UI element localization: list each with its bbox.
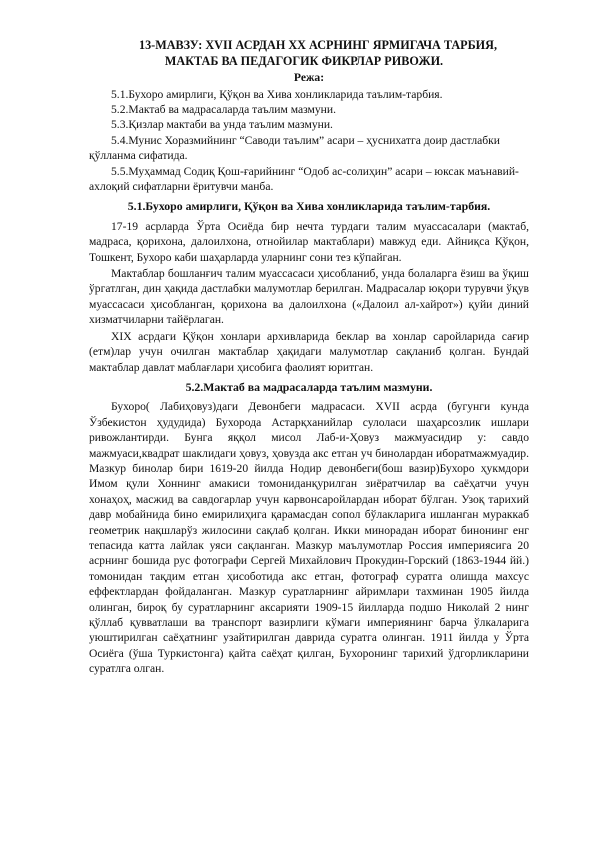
paragraph: Мактаблар бошланғич талим муассасаси ҳисобланиб, унда болаларга ёзиш ва ўқиш ўргатлган, дин ҳақида дастлабки малумотлар берилган. Мадрасалар юқори турувчи ўқув муассасаси ҳисобланган, қорихона ва далоилхона («Далоил ал-хайрот») қуйи диний хизматчиларни тайёрлаган. (89, 267, 529, 327)
plan-list (89, 87, 529, 195)
paragraph: Бухоро( Лабиҳовуз)даги Девонбеги мадрасаси. XVII асрда (бугунги кунда Ўзбекистон ҳудудида) Бухорода Астарқханийлар сулоласи шаҳарсозлик ишлари ривожлантирди. Бунга яққол мисол Лаб-и-Ҳовуз мажмуасидир у: савдо мажмуаси,квадрат шаклидаги ҳовуз, ҳовузда акс етган уч бинолардан иборатмажмуадир. Мазкур бинолар бири 1619-20 йилда Нодир девонбеги(бош вазир)Бухоро ҳукмдори Имом қули Хоннинг амакиси томониданқурилган зиёратчилар ва саёҳатчи учун хонаҳоҳ, масжид ва савдогарлар учун карвонсаройлардан иборат бўлган. Узоқ тарихий давр мобайнида бино емирилиҳига қарамасдан сопол бўлакларига ишланган мураккаб геометрик нақшларўз жилосини сақлаб қолган. Икки минорадан иборат бинонинг енг тепасида катта лайлак уяси сақланган. Мазкур маълумотлар Россия империясига 20 асрнинг бошида рус фотографи Сергей Михайлович Прокудин-Горский (1863-1944 йй.) томонидан тақдим етган ҳисоботида акс етган, фотограф суратга олишда махсус еффектлардан фойдаланган. Мазкур суратларнинг айримлари тахминан 1905 йилда олинган, бироқ бу суратларнинг аксарияти 1909-15 йилларда подшо Николай 2 нинг қўллаб қувватлаши ва транспорт вазирлиги кўмаги империянинг барча ўлкаларига уюштирилган саёҳатнинг узайтирилган даврида суратга олинган. 1911 йилда у Ўрта Осиёга (ўша Туркистонга) қайта саёҳат қилган, Бухоронинг тарихий ўдгорликларини суратлга олган. (89, 400, 529, 676)
document-title (107, 38, 529, 69)
plan-item: 5.4.Мунис Хоразмийнинг “Саводи таълим” асари – ҳуснихатга доир дастлабки қўлланма сифатида. (89, 133, 500, 163)
plan-item: 5.3.Қизлар мактаби ва унда таълим мазмуни. (111, 118, 333, 132)
paragraph: 17-19 асрларда Ўрта Осиёда бир нечта турдаги талим муассасалари (мактаб, мадраса, қорихона, далоилхона, отнойилар мактаблари) мавжуд еди. Айниқса Қўқон, Тошкент, Бухоро каби шаҳарларда уларнинг сони тез кўпайган. (89, 219, 529, 264)
title-line-2: МАКТАБ ВА ПЕДАГОГИК ФИКРЛАР РИВОЖИ. (164, 53, 444, 68)
plan-item: 5.5.Муҳаммад Содиқ Қош-ғарийнинг “Одоб ас-солиҳин” асари – юксак маънавий-ахлоқий сифатларни ёритувчи манба. (89, 164, 519, 194)
plan-heading: Режа: (293, 71, 325, 85)
title-line-1: 13-МАВЗУ: XVII АСРДАН XX АСРНИНГ ЯРМИГАЧА ТАРБИЯ, (138, 38, 498, 52)
plan-item: 5.1.Бухоро амирлиги, Қўқон ва Хива хонликларида таълим-тарбия. (111, 87, 443, 101)
paragraph: XIX асрдаги Қўқон хонлари архивларида беклар ва хонлар саройларида сағир (етм)лар учун очилган мактаблар ҳақидаги малумотлар сақланиб қолган. Бундай мактаблар давлат маблағлари ҳисобига фаолият юритган. (89, 329, 529, 374)
document-body (89, 38, 529, 678)
plan-item: 5.2.Мактаб ва мадрасаларда таълим мазмуни. (111, 103, 336, 116)
section-heading: 5.2.Мактаб ва мадрасаларда таълим мазмуни. (185, 379, 433, 394)
section-heading: 5.1.Бухоро амирлиги, Қўқон ва Хива хонликларида таълим-тарбия. (127, 199, 491, 214)
